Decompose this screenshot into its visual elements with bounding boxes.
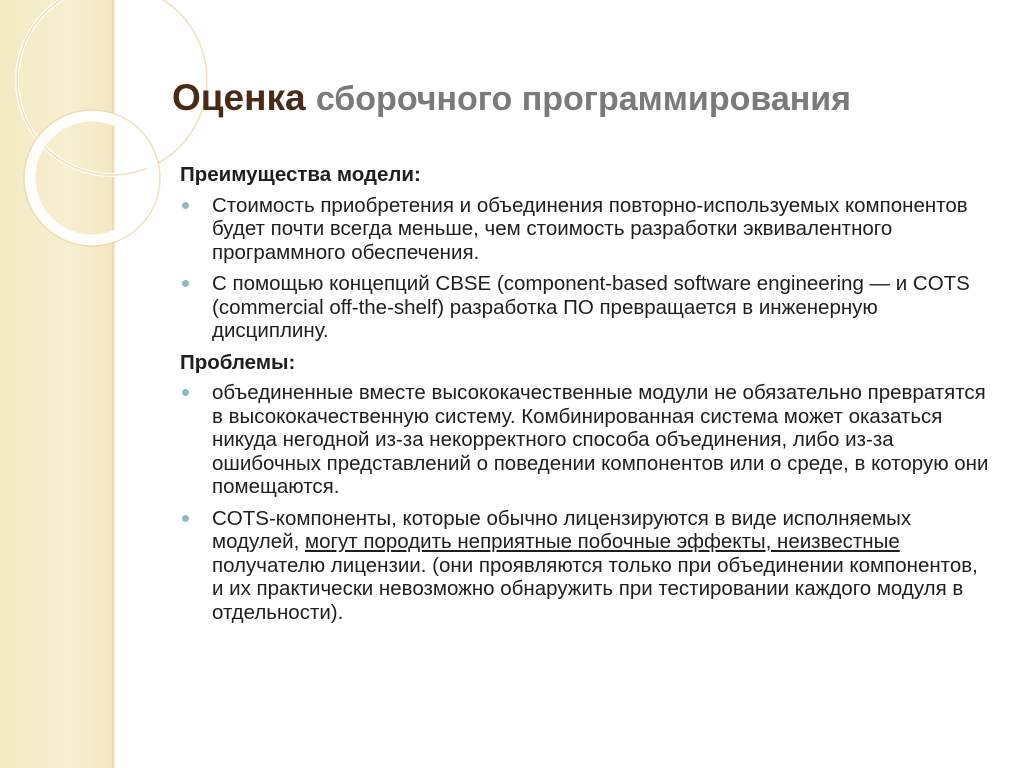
- advantage-text: Стоимость приобретения и объединения повторно-используемых компонентов будет почти всегда меньше, чем стоимость разработки эквивалентного программного обеспечения.: [212, 193, 968, 264]
- advantages-heading: Преимущества модели:: [180, 163, 421, 186]
- list-item: [180, 272, 990, 343]
- slide-title: [172, 76, 851, 121]
- bullet-icon: [182, 389, 189, 396]
- problem-text-underlined: могут породить неприятные побочные эффекты, неизвестные: [305, 530, 900, 553]
- title-main: Оценка: [172, 77, 306, 118]
- advantage-text: С помощью концепций CBSE (component-based software engineering — и COTS (commercial off-the-shelf) разработка ПО превращается в инженерную дисциплину.: [212, 272, 970, 342]
- problems-list: [180, 381, 990, 624]
- list-item: [180, 381, 990, 499]
- problem-text-part2: получателю лицензии. (они проявляются только при объединении компонентов, и их практически невозможно обнаружить при тестировании каждого модуля в отдельности).: [212, 553, 978, 624]
- list-item: [180, 194, 990, 265]
- problems-heading: Проблемы:: [180, 350, 296, 374]
- list-item: [180, 507, 990, 625]
- problem-text: объединенные вместе высококачественные модули не обязательно превратятся в высококачественную систему. Комбинированная система может оказаться никуда негодной из-за некорректного способа объединения, либо из-за ошибочных представлений о поведении компонентов или о среде, в которую они помещаются.: [212, 381, 989, 498]
- bullet-icon: [182, 202, 189, 209]
- bullet-icon: [182, 515, 189, 522]
- advantages-list: [180, 194, 990, 343]
- decorative-rings-icon: [0, 0, 200, 300]
- problem-text-part1: COTS-компоненты, которые обычно лицензируются в виде исполняемых модулей,: [212, 506, 912, 553]
- title-rest: сборочного программирования: [315, 80, 852, 118]
- bullet-icon: [182, 280, 189, 287]
- slide-body: [180, 163, 990, 632]
